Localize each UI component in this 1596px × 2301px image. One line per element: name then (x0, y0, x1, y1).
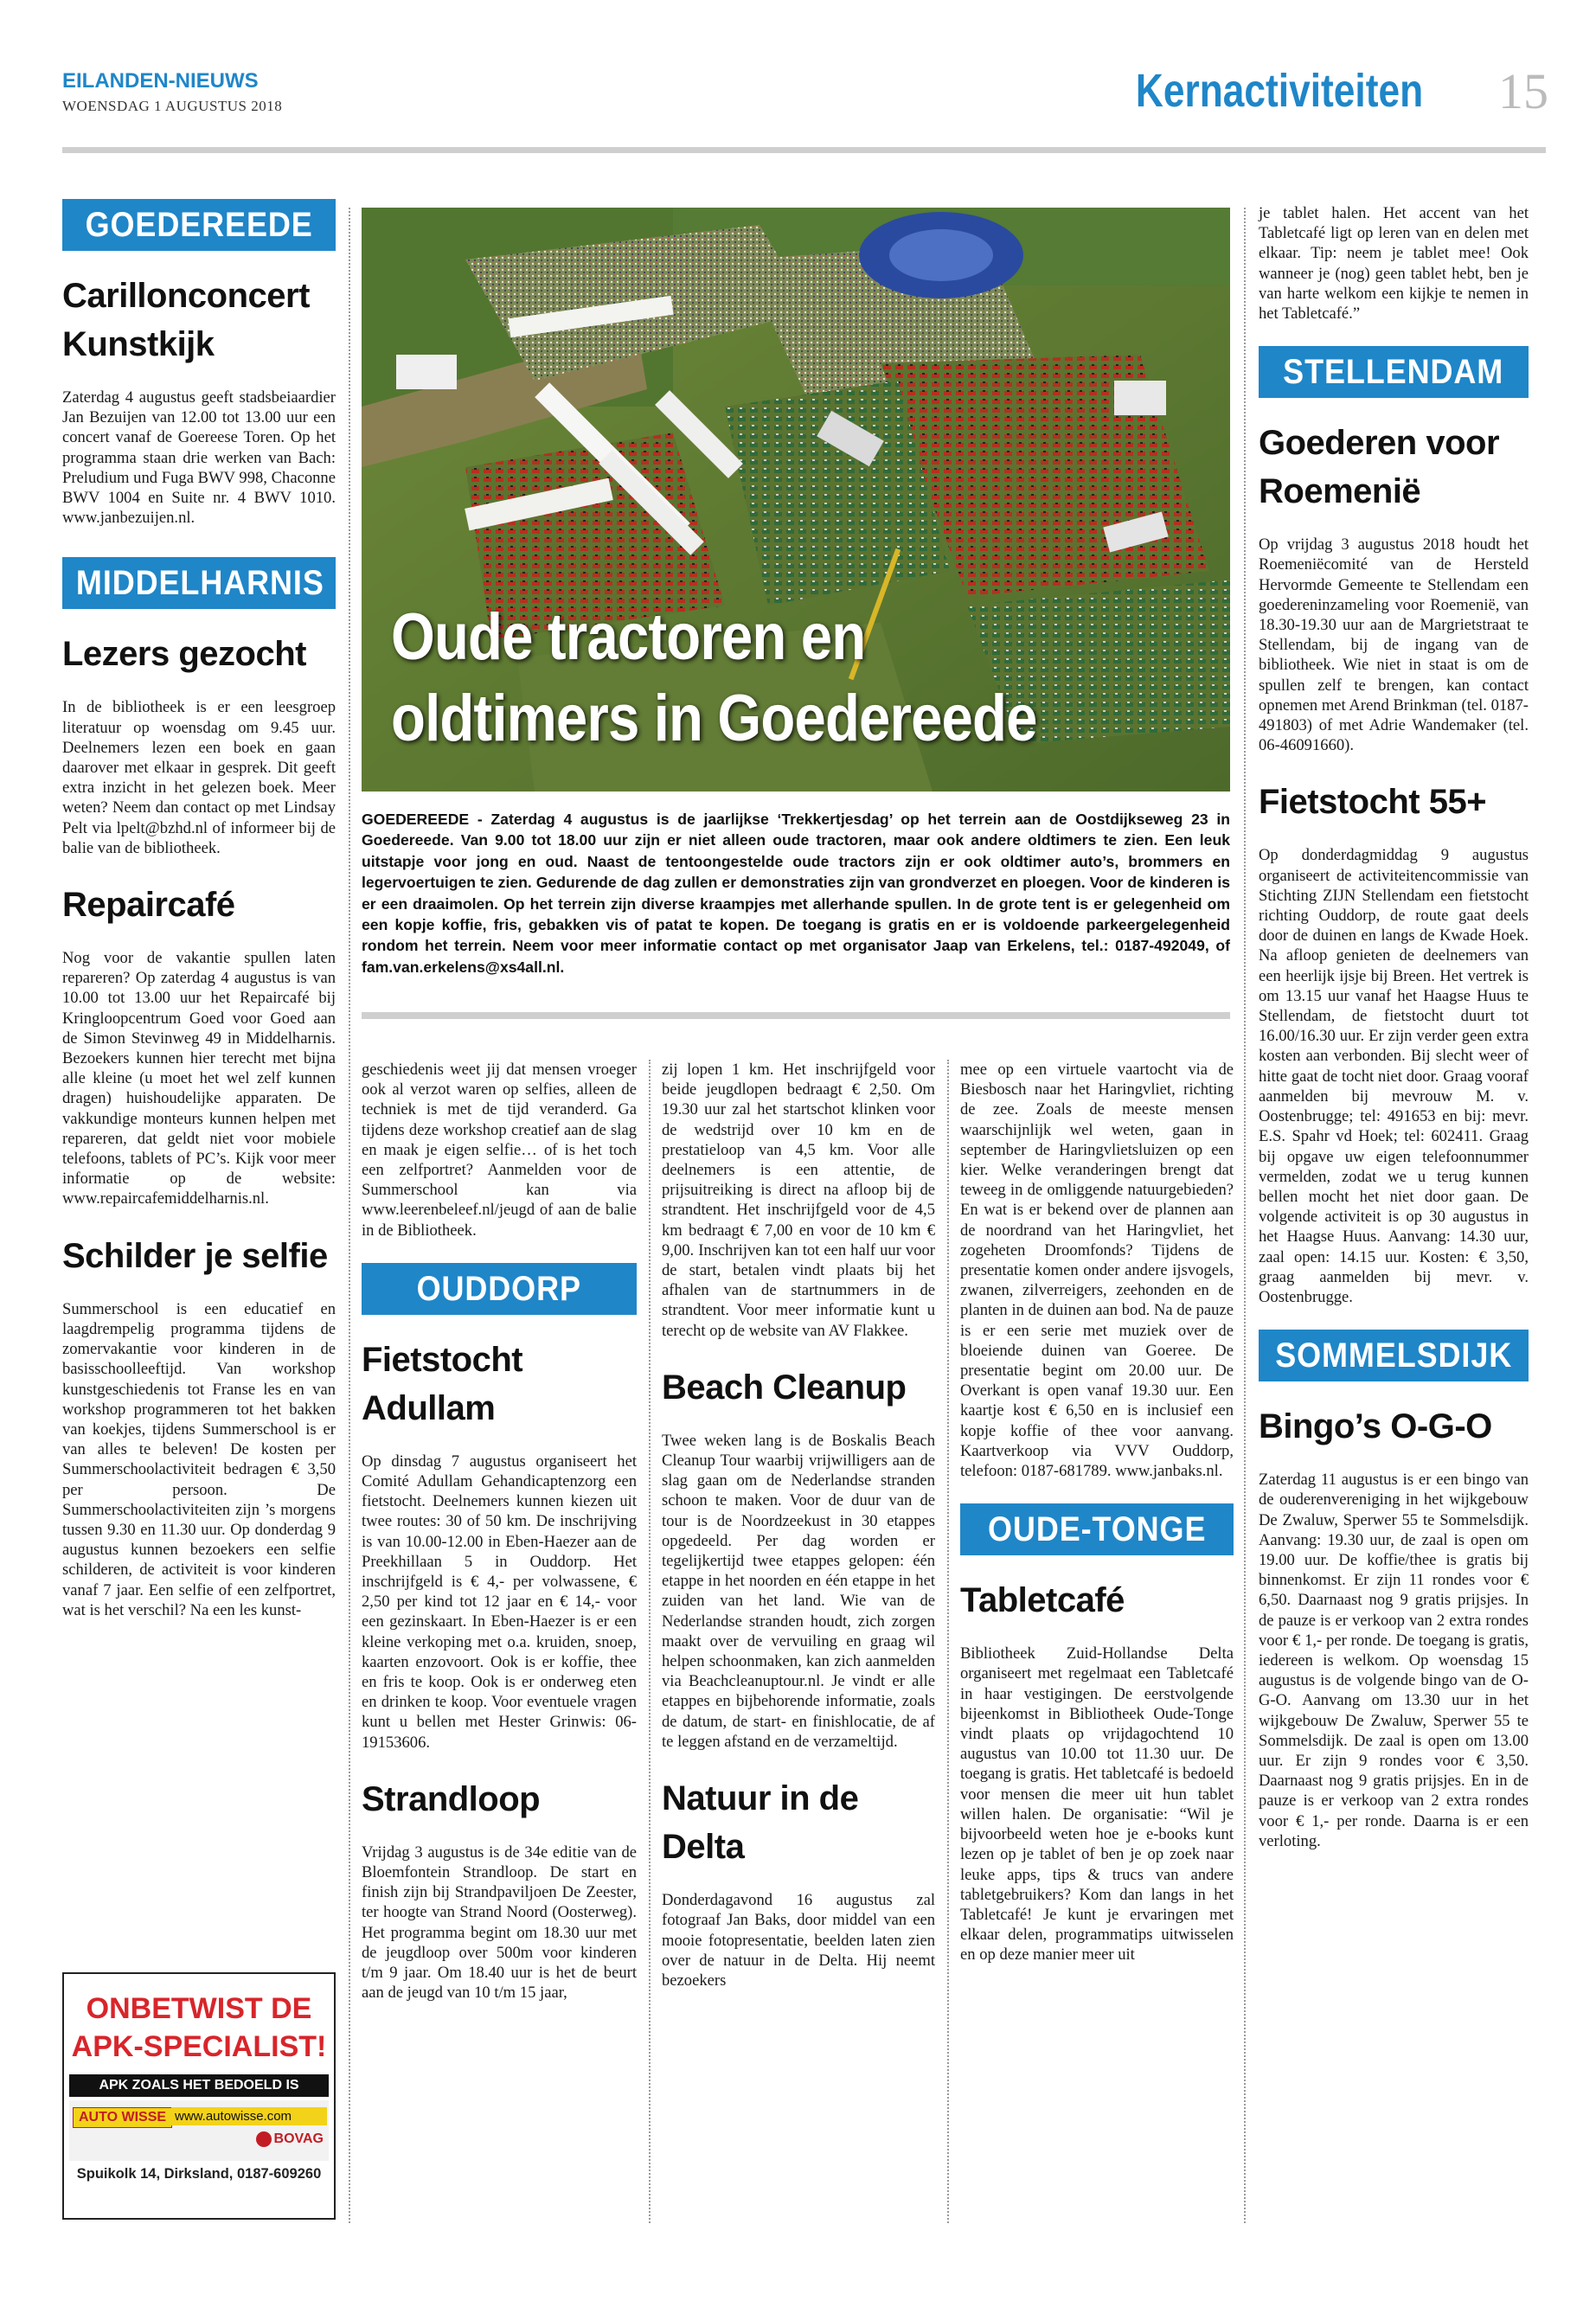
column-divider (649, 1060, 651, 2223)
article-title: Bingo’s O-G-O (1259, 1407, 1492, 1446)
article-body: Zaterdag 11 augustus is er een bingo van de ouderenvereniging in het wijkgebouw De Zwaluw, Sperwer 55 te Sommelsdijk. Aanvang: 19.30 uur, de zaal is open om 19.00 uur. De koffie/thee is gratis bij binnenkomst. Er zijn 11 rondes voor € 6,50. Daarnaast nog 9 gratis prijsjes. In de pauze is er verkoop van 2 extra rondes voor € 1,- per ronde. De toegang is gratis, iedereen is welkom. Op woensdag 15 augustus is de volgende bingo van de O-G-O. Aanvang om 13.30 uur in het wijkgebouw De Zwaluw, Sperwer 55 te Sommelsdijk. De zaal is open om 13.00 uur. Er zijn 9 rondes voor € 3,50. Daarnaast nog 9 gratis prijsjes. En in de pauze is er verkoop van 2 extra rondes voor € 1,- per ronde. Daarna is er een verloting. (1259, 1471, 1529, 1850)
section-title: Kernactiviteiten (1135, 65, 1423, 117)
region-label-ouddorp: OUDDORP (362, 1263, 637, 1315)
bottom-column-1 (362, 1060, 637, 2026)
article-title: Natuur in de Delta (662, 1779, 859, 1867)
article-body: Donderdagavond 16 augustus zal fotograaf Jan Baks, door middel van een mooie fotopresentatie, beelden laten zien over de natuur in de Delta. Hij neemt bezoekers (662, 1891, 935, 1990)
article-body: zij lopen 1 km. Het inschrijfgeld voor beide jeugdlopen bedraagt € 2,50. Om 19.30 uur zal het startschot klinken voor de wedstrijd over 10 km en de prestatieloop van 4,5 km. Voor alle deelnemers is een attentie, de prijsuitreiking is direct na afloop bij de strandtent. Het inschrijfgeld voor de 4,5 km bedraagt € 7,00 en voor de 10 km € 9,00. Inschrijven kan tot een half uur voor de start, betalen vindt plaats bij het afhalen van de startnummers in de strandtent. Voor meer informatie kunt u terecht op de website van AV Flakkee. (662, 1061, 935, 1340)
bovag-logo: BOVAG (256, 2131, 324, 2147)
article-body: Zaterdag 4 augustus geeft stadsbeiaardier Jan Bezuijen van 12.00 tot 13.00 uur een concert vanaf de Goereese Toren. Op het programma staan drie werken van Bach: Preludium und Fuga BWV 998, Chaconne BWV 1004 en Suite nr. 4 BWV 1010. www.janbezuijen.nl. (62, 388, 336, 528)
feature-caption: GOEDEREEDE - Zaterdag 4 augustus is de jaarlijkse ‘Trekkertjesdag’ op het terrein aan de Oostdijkseweg 23 in Goedereede. Van 9.00 tot 18.00 uur zijn er niet alleen oude tractoren, maar ook andere oldtimers te zien. Een leuk uitstapje voor jong en oud. Naast de tentoongestelde oude tractors zijn er ook oldtimer auto’s, brommers en legervoertuigen te zien. Gedurende de dag zullen er demonstraties zijn van grondverzet en ploegen. Voor de kinderen is er een draaimolen. Op het terrein zijn diverse kraampjes met allerhande spullen. In de grote tent is er gelegenheid om een kopje koffie, fris, gebakken vis of patat te kopen. De toegang is gratis en er is voldoende parkeergelegenheid rondom het terrein. Neem voor meer informatie contact op met organisator Jaap van Erkelens, tel.: 0187-492049, of fam.van.erkelens@xs4all.nl. (362, 811, 1230, 976)
newspaper-logo: EILANDEN-NIEUWS (62, 69, 259, 93)
article-body: Nog voor de vakantie spullen laten repareren? Op zaterdag 4 augustus is van 10.00 tot 13.00 uur het Repaircafé bij Kringloopcentrum Goed voor Goed aan de Simon Stevinweg 49 in Middelharnis. Bezoekers kunnen hier terecht met bijna alle kleine (u moet het wel zelf kunnen dragen) huishoudelijke apparaten. De vakkundige monteurs kunnen helpen met repareren, dat geldt niet voor mobiele telefoons, tablets of PC’s. Kijk voor meer informatie op de website: www.repaircafemiddelharnis.nl. (62, 949, 336, 1208)
article-title: Fietstocht Adullam (362, 1340, 523, 1427)
bottom-column-3 (960, 1060, 1234, 1988)
region-label-goedereede: GOEDEREEDE (62, 199, 336, 251)
region-label-sommelsdijk: SOMMELSDIJK (1259, 1330, 1529, 1381)
article-title: Beach Cleanup (662, 1368, 907, 1407)
article-body: je tablet halen. Het accent van het Tabletcafé ligt op leren van en delen met elkaar. Tip: neem je tablet mee! Ook wanneer je (nog) geen tablet hebt, ben je van harte welkom een kijkje te nemen in het Tabletcafé.” (1259, 204, 1529, 324)
article-title: Fietstocht 55+ (1259, 783, 1487, 822)
region-label-stellendam: STELLENDAM (1259, 346, 1529, 398)
column-divider (1244, 208, 1246, 2223)
apk-advertisement[interactable] (62, 1972, 336, 2220)
feature-photo (362, 208, 1230, 792)
article-body: In de bibliotheek is er een leesgroep literatuur op woensdag om 9.45 uur. Deelnemers lezen een boek en gaan daarover met elkaar in gesprek. Dit geeft extra inzicht in het gelezen boek. Meer weten? Neem dan contact op met Lindsay Pelt via lpelt@bzhd.nl of informeer bij de balie van de bibliotheek. (62, 698, 336, 857)
header-rule (62, 147, 1546, 153)
ad-headline: APK-SPECIALIST! (71, 2030, 327, 2063)
article-body: Op donderdagmiddag 9 augustus organiseert de activiteitencommissie van Stichting ZIJN Stellendam een fietstocht richting Ouddorp, de route gaat deels door de duinen en langs de Kwade Hoek. Na afloop genieten de deelnemers van een heerlijk ijsje bij Breen. Het vertrek is om 13.15 uur vanaf het Haagse Huus te Stellendam, de fietstocht duurt tot 16.00/16.30 uur. Er zijn verder geen extra kosten aan verbonden. Bij slecht weer of hitte gaat de tocht niet door. Graag vooraf aanmelden bij mevrouw M. v. Oostenbrugge; tel: 491653 en bij: mevr. E.S. Spahr vd Hoek; tel: 602411. Graag bij opgave uw eigen telefoonnummer vermelden, zodat we u terug kunnen bellen mocht het niet door gaan. De volgende activiteit is op 30 augustus in het Haagse Huus. Aanvang: 14.30 uur, zaal open: 14.15 uur. Kosten: € 3,50, graag aanmelden bij mevr. v. Oostenbrugge. (1259, 846, 1529, 1306)
article-body: Vrijdag 3 augustus is de 34e editie van de Bloemfontein Strandloop. De start en finish zijn bij Strandpaviljoen De Zeester, ter hoogte van Strand Noord (Oosterweg). Het programma begint om 18.30 uur met de jeugdloop over 500m voor kinderen t/m 9 jaar. Om 18.40 uur is het de beurt aan de jeugd van 10 t/m 15 jaar, (362, 1843, 637, 2003)
page-number: 15 (1498, 63, 1548, 119)
article-body: Bibliotheek Zuid-Hollandse Delta organiseert met regelmaat een Tabletcafé in haar vestigingen. De eerstvolgende bijeenkomst in Bibliotheek Oude-Tonge vindt plaats op vrijdagochtend 10 augustus van 10.00 tot 11.30 uur. De toegang is gratis. Het tabletcafé is bedoeld voor mensen die meer uit hun tablet willen halen. De organisatie: “Wil je bijvoorbeeld weten hoe je e-books kunt lezen op je tablet of ben je op zoek naar leuke apps, tips & trucs van andere tabletgebruikers? Kom dan langs in het Tabletcafé! Je kunt je ervaringen met elkaar delen, programmatips uitwisselen en op deze manier meer uit (960, 1644, 1234, 1965)
feature-headline: Oude tractoren en oldtimers in Goedereede (391, 600, 1037, 755)
article-title: Repaircafé (62, 886, 235, 925)
ad-tagline: APK ZOALS HET BEDOELD IS (69, 2074, 329, 2097)
ad-logos (69, 2100, 329, 2161)
article-title: Strandloop (362, 1779, 541, 1818)
bottom-column-2 (662, 1060, 935, 2013)
article-body: Twee weken lang is de Boskalis Beach Cleanup Tour waarbij vrijwilligers aan de slag gaan om de Nederlandse stranden schoon te maken. Voor de duur van de tour is de Noordzeekust in 30 etappes opgedeeld. Per dag worden er tegelijkertijd twee etappes gelopen: één etappe in het noorden en één etappe in het zuiden van het land. Wie van de Nederlandse stranden houdt, zich zorgen maakt over de vervuiling en graag wil helpen schoonmaken, kan zich aanmelden via Beachcleanuptour.nl. Je vindt er alle etappes en bijbehorende informatie, zoals de datum, de start- en finishlocatie, de af te leggen afstand en de verzameltijd. (662, 1431, 935, 1751)
ad-website[interactable]: www.autowisse.com (171, 2107, 327, 2125)
article-body: Op dinsdag 7 augustus organiseert het Comité Adullam Gehandicaptenzorg een fietstocht. Deelnemers kunnen kiezen uit twee routes: 30 of 50 km. De inschrijving is van 10.00-12.00 in Eben-Haezer aan de Preekhillaan 5 in Ouddorp. Het inschrijfgeld is € 4,- per volwassene, € 2,50 per kind tot 12 jaar en € 14,- voor een gezinskaart. In Eben-Haezer is er een kleine verkoping met o.a. kruiden, snoep, kaarten enzovoort. Ook is er koffie, thee en fris te koop. Ook is er onderweg eten en drinken te koop. Voor eventuele vragen kunt u bellen met Hester Grinwis: 06-19153606. (362, 1452, 637, 1752)
article-title: Tabletcafé (960, 1581, 1125, 1620)
issue-date: WOENSDAG 1 AUGUSTUS 2018 (62, 98, 283, 114)
section-rule (362, 1012, 1230, 1019)
article-body: Op vrijdag 3 augustus 2018 houdt het Roemeniëcomité van de Hersteld Hervormde Gemeente te Stellendam een goedereninzameling voor Roemenië, van 18.30-19.30 uur aan de Margrietstraat te Stellendam, bij de ingang van de bibliotheek. Wie niet in staat is om de spullen zelf te brengen, kan contact opnemen met Arend Brinkman (tel. 0187-491803) of met Adrie Wandemaker (tel. 06-46091660). (1259, 535, 1529, 755)
article-title: Schilder je selfie (62, 1236, 328, 1275)
ad-address: Spuikolk 14, Dirksland, 0187-609260 (76, 2166, 322, 2182)
region-label-middelharnis: MIDDELHARNIS (62, 557, 336, 609)
article-title: Goederen voor Roemenië (1259, 424, 1500, 511)
article-body: mee op een virtuele vaartocht via de Biesbosch naar het Haringvliet, richting de zee. Zoals de meeste mensen waarschijnlijk wel weten, gaan in september de Haringvlietsluizen op een kier. Welke veranderingen brengt dat teweeg in de omliggende natuurgebieden? En wat is er bekend over de plannen aan de noordrand van het Haringvliet, het zogeheten Droomfonds? Tijdens de presentatie komen onder andere ijsvogels, zwanen, zilverreigers, zeehonden en de planten in de duinen aan bod. Na de pauze is er een serie met muziek over de bloeiende duinen van Goeree. De presentatie begint om 20.00 uur. De Overkant is open vanaf 19.30 uur. Een kaartje kost € 6,50 en is inclusief een kopje koffie of thee voor aanvang. Kaartverkoop via VVV Ouddorp, telefoon: 0187-681789. www.janbaks.nl. (960, 1061, 1234, 1481)
region-label-oude-tonge: OUDE-TONGE (960, 1503, 1234, 1555)
ad-headline: ONBETWIST DE (86, 1992, 312, 2025)
article-title: Carillonconcert Kunstkijk (62, 277, 310, 363)
bovag-icon (256, 2131, 272, 2147)
article-title: Lezers gezocht (62, 635, 306, 674)
left-column (62, 199, 336, 1643)
auto-wisse-logo: AUTO WISSE (73, 2107, 172, 2128)
article-body: geschiedenis weet jij dat mensen vroeger ook al verzot waren op selfies, alleen de techniek is met de tijd veranderd. Ga tijdens deze workshop creatief aan de slag en maak je eigen selfie… of is het toch een zelfportret? Aanmelden voor de Summerschool kan via www.leerenbeleef.nl/jeugd of aan de balie in de Bibliotheek. (362, 1061, 637, 1240)
article-body: Summerschool is een educatief en laagdrempelig programma tijdens de zomervakantie voor kinderen in de basisschoolleeftijd. Van workshop kunstgeschiedenis tot Franse les en van workshop programmeren tot het bakken van koekjes, tijdens Summerschool is er van alles te beleven! De kosten per Summerschoolactiviteit bedragen € 3,50 per persoon. De Summerschoolactiviteiten zijn ’s morgens tussen 9.30 en 11.30 uur. Op donderdag 9 augustus kunnen bezoekers een selfie schilderen, de activiteit is voor kinderen vanaf 7 jaar. Een selfie of een zelfportret, wat is het verschil? Na een les kunst- (62, 1299, 336, 1619)
column-divider (947, 1060, 949, 2223)
right-column (1259, 203, 1529, 1874)
column-divider (349, 208, 350, 2223)
